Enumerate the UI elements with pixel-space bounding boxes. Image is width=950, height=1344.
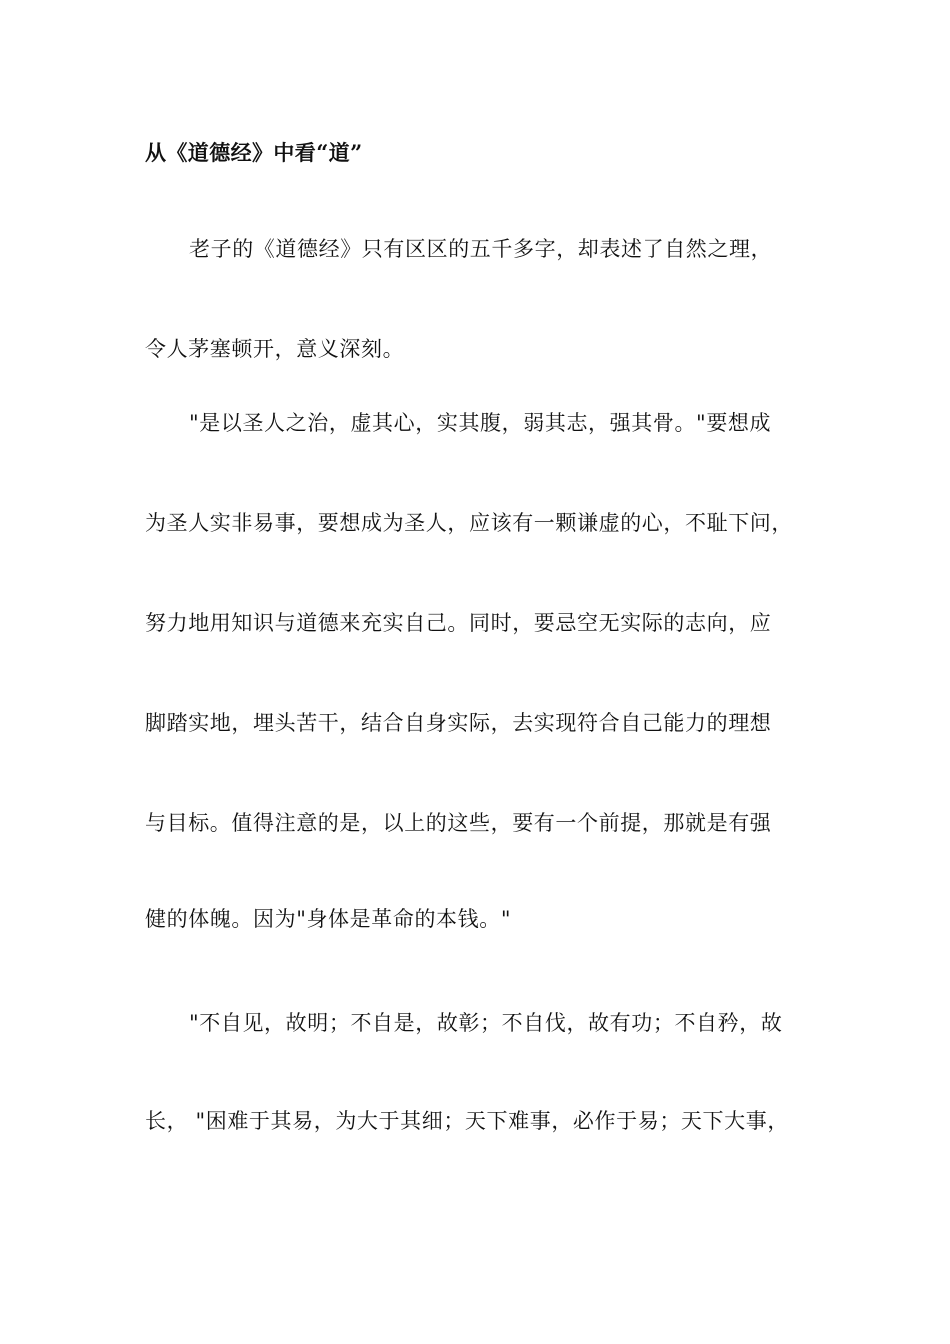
paragraph-line: 健的体魄。因为"身体是革命的本钱。" bbox=[145, 907, 512, 931]
paragraph-line: "是以圣人之治，虚其心，实其腹，弱其志，强其骨。"要想成 bbox=[189, 411, 772, 435]
paragraph-line: 努力地用知识与道德来充实自己。同时，要忌空无实际的志向，应 bbox=[145, 611, 772, 635]
paragraph-line: 为圣人实非易事，要想成为圣人，应该有一颗谦虚的心，不耻下问， bbox=[145, 511, 793, 535]
paragraph-line: 令人茅塞顿开，意义深刻。 bbox=[145, 337, 405, 361]
document-title: 从《道德经》中看“道” bbox=[145, 140, 363, 165]
paragraph-line: 与目标。值得注意的是，以上的这些，要有一个前提，那就是有强 bbox=[145, 811, 772, 835]
paragraph-line: "不自见，故明；不自是，故彰；不自伐，故有功；不自矜，故 bbox=[189, 1011, 783, 1035]
paragraph-line: 长， "困难于其易，为大于其细；天下难事，必作于易；天下大事， bbox=[145, 1109, 789, 1133]
paragraph-line: 老子的《道德经》只有区区的五千多字，却表述了自然之理， bbox=[189, 237, 773, 261]
paragraph-line: 脚踏实地，埋头苦干，结合自身实际，去实现符合自己能力的理想 bbox=[145, 711, 772, 735]
